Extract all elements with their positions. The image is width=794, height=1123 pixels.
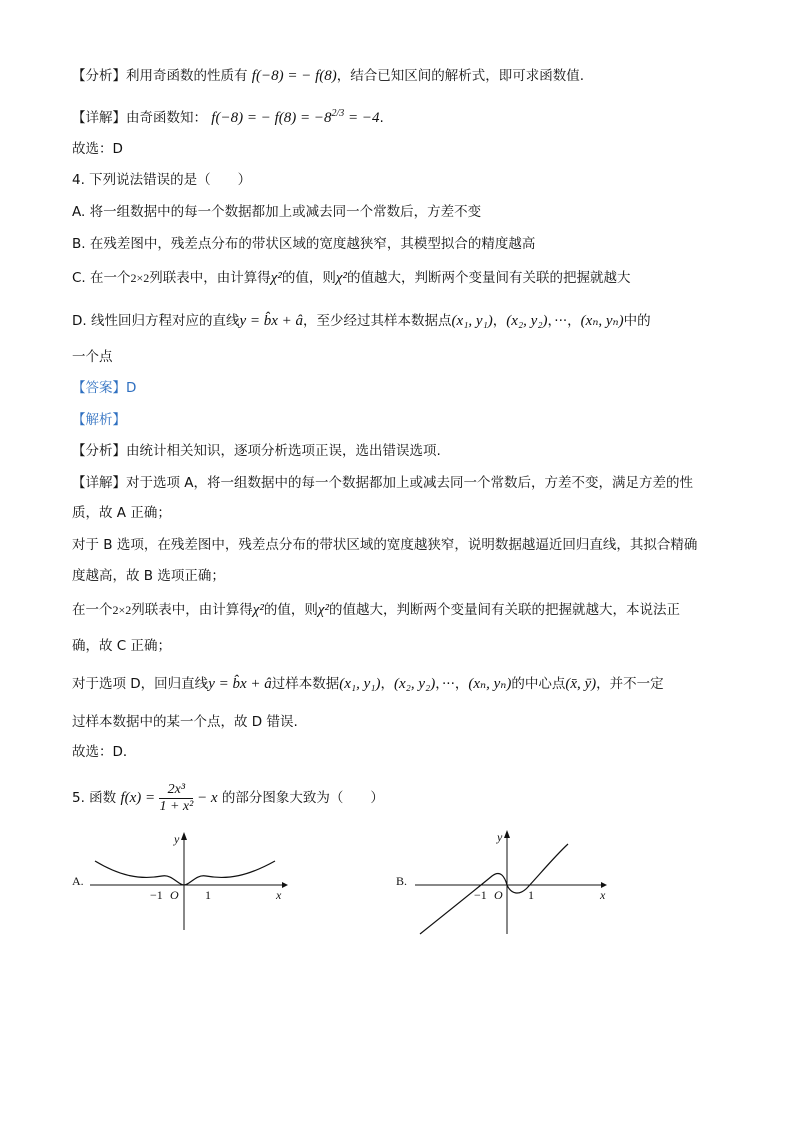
x-label: x <box>600 888 606 902</box>
chi-square: χ² <box>335 270 348 286</box>
numerator: 2x³ <box>159 782 193 799</box>
detail-line-1 <box>72 104 384 128</box>
math-expr: 2×2 <box>130 271 150 285</box>
graph-b-x-label <box>600 888 605 903</box>
option-a: A. 将一组数据中的每一个数据都加上或减去同一个常数后，方差不变 <box>72 204 482 220</box>
y-label: y <box>497 830 503 844</box>
x-axis-arrow <box>282 882 288 888</box>
graph-b-neg1: −1 <box>474 888 487 902</box>
text: 的值越大，判断两个变量间有关联的把握就越大 <box>347 270 631 286</box>
graph-b-one: 1 <box>528 888 534 902</box>
text: 列联表中，由计算得 <box>149 270 271 286</box>
point-2: (x₂, y₂) <box>394 676 436 692</box>
text: 对于选项 D，回归直线 <box>72 676 209 692</box>
denominator: 1 + x² <box>159 798 194 814</box>
option-b: B. 在残差图中，残差点分布的带状区域的宽度越狭窄，其模型拟合的精度越高 <box>72 236 536 252</box>
center-point: (x̄, ȳ) <box>565 676 597 692</box>
question-5-stem <box>72 780 384 816</box>
analysis-line-2 <box>72 441 441 461</box>
point-2: (x₂, y₂) <box>506 313 548 329</box>
graph-b <box>415 826 615 936</box>
point-n: (xₙ, yₙ) <box>468 676 512 692</box>
chi-square: χ² <box>270 270 282 286</box>
detail-line-8: 对于选项 D，回归直线y = b̂x + â过样本数据(x₁, y₁)，(x₂, y₂)，···，(xₙ, yₙ)的中心点(x̄, ȳ)，并不一定 <box>72 676 664 692</box>
detail-line-3: 质，故 A 正确； <box>72 505 171 521</box>
analysis-line-1 <box>72 66 584 86</box>
option-d: D. 线性回归方程对应的直线y = b̂x + â，至少经过其样本数据点(x₁, y₁)，(x₂, y₂)，···，(xₙ, yₙ)中的 <box>72 313 651 329</box>
y-axis-arrow <box>181 832 187 840</box>
option-c <box>72 268 631 288</box>
detail-line-5: 度越高，故 B 选项正确； <box>72 568 225 584</box>
detail-line-9: 过样本数据中的某一个点，故 D 错误. <box>72 714 298 730</box>
math-part: − x <box>193 790 218 806</box>
graph-b-y-label <box>497 830 502 845</box>
text: 由统计相关知识，逐项分析选项正误，选出错误选项. <box>126 443 441 459</box>
answer-choice-line: 故选：D <box>72 141 123 157</box>
option-d-cont: 一个点 <box>72 349 113 365</box>
text: ，结合已知区间的解析式，即可求函数值. <box>336 68 585 84</box>
detail-tag: 【详解】 <box>72 475 126 491</box>
text: 列联表中，由计算得 <box>131 602 253 618</box>
text: ，并不一定 <box>596 676 664 692</box>
text: 的值越大，判断两个变量间有关联的把握就越大，本说法正 <box>329 602 680 618</box>
math-expr: f(−8) = − f(8) <box>251 68 337 84</box>
analysis-tag: 【分析】 <box>72 443 126 459</box>
math-part: = −4 <box>344 110 380 126</box>
graph-a-label: A. <box>72 874 84 888</box>
detail-tag: 【详解】 <box>72 110 126 126</box>
text: 中的 <box>623 313 651 329</box>
text: 的值，则 <box>263 602 318 618</box>
math-expr: y = b̂x + â <box>208 676 272 692</box>
exponent: 2/3 <box>331 108 345 119</box>
text: 的值，则 <box>281 270 336 286</box>
solution-tag: 【解析】 <box>72 412 126 428</box>
graph-a-origin <box>170 888 179 903</box>
detail-line-6 <box>72 600 680 620</box>
text: ，···， <box>435 676 469 692</box>
graph-a <box>90 828 290 933</box>
text: 的中心点 <box>511 676 566 692</box>
graph-a-y-label <box>174 832 179 847</box>
origin-label: O <box>170 888 179 902</box>
text: 5. 函数 <box>72 790 117 806</box>
function-name: f(x) = <box>120 790 156 806</box>
point-n: (xₙ, yₙ) <box>580 313 624 329</box>
x-label: x <box>276 888 282 902</box>
y-axis-arrow <box>504 830 510 838</box>
text: 的部分图象大致为（ ） <box>221 790 384 806</box>
origin-label: O <box>494 888 503 902</box>
point-1: (x₁, y₁) <box>451 313 493 329</box>
math-expr <box>211 110 379 126</box>
math-expr: 2×2 <box>112 603 132 617</box>
answer-tag: 【答案】D <box>72 380 137 396</box>
text: 在一个 <box>72 602 113 618</box>
fraction <box>159 782 193 815</box>
text: ，···， <box>547 313 581 329</box>
point-1: (x₁, y₁) <box>339 676 381 692</box>
math-part: f(−8) = − f(8) = −8 <box>211 110 332 126</box>
detail-line-4: 对于 B 选项，在残差图中，残差点分布的带状区域的宽度越狭窄，说明数据越逼近回归直线，其拟合精确 <box>72 537 698 553</box>
graph-b-origin <box>494 888 503 903</box>
text: C. 在一个 <box>72 270 131 286</box>
graph-a-neg1: −1 <box>150 888 163 902</box>
text: D. 线性回归方程对应的直线 <box>72 313 240 329</box>
text: . <box>379 110 384 126</box>
y-label: y <box>174 832 180 846</box>
graph-b-label: B. <box>396 874 408 888</box>
curve <box>95 861 275 885</box>
chi-square: χ² <box>317 602 329 618</box>
text: 利用奇函数的性质有 <box>126 68 248 84</box>
text: 由奇函数知： <box>126 110 207 126</box>
analysis-tag: 【分析】 <box>72 68 126 84</box>
text: 对于选项 A，将一组数据中的每一个数据都加上或减去同一个常数后，方差不变，满足方差的性 <box>126 475 694 491</box>
math-expr: y = b̂x + â <box>239 313 304 329</box>
question-4-stem: 4. 下列说法错误的是（ ） <box>72 172 252 188</box>
text: 过样本数据 <box>271 676 340 692</box>
detail-line-2 <box>72 473 693 493</box>
answer-choice-line-2: 故选：D． <box>72 744 137 760</box>
graph-a-x-label <box>276 888 281 903</box>
chi-square: χ² <box>252 602 264 618</box>
graph-a-one: 1 <box>205 888 211 902</box>
detail-line-7: 确，故 C 正确； <box>72 638 172 654</box>
text: ，至少经过其样本数据点 <box>303 313 452 329</box>
